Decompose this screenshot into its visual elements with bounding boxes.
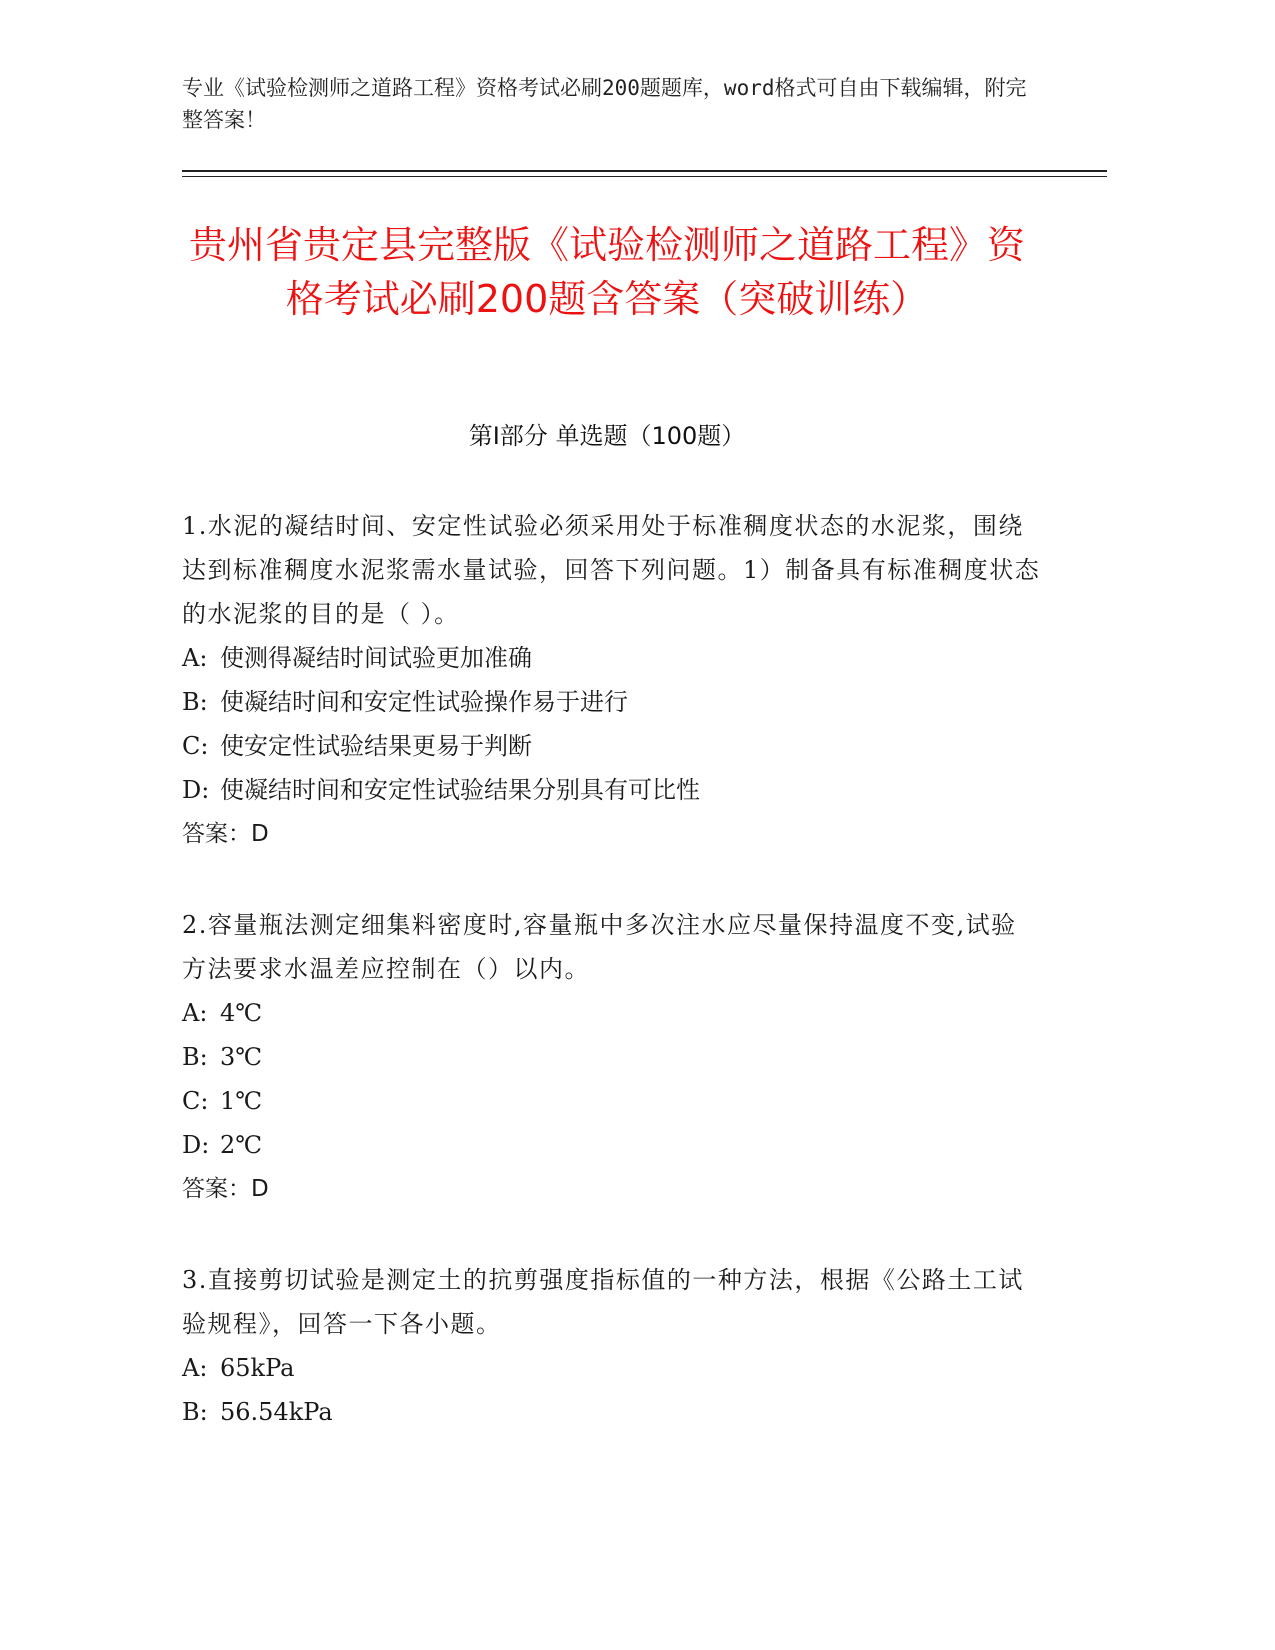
option-text: 使测得凝结时间试验更加准确 <box>220 644 532 672</box>
section-title: 第Ⅰ部分 单选题（100题） <box>468 422 746 450</box>
option-a <box>182 991 1042 1035</box>
option-letter: B: <box>182 1398 208 1426</box>
option-b <box>182 1390 1042 1434</box>
option-a <box>182 1346 1042 1390</box>
option-text: 4℃ <box>220 999 263 1027</box>
question-3 <box>182 1258 1042 1434</box>
question-stem: 3.直接剪切试验是测定土的抗剪强度指标值的一种方法，根据《公路土工试验规程》，回答一下各小题。 <box>182 1266 1024 1338</box>
option-text: 56.54kPa <box>220 1398 333 1426</box>
answer-line: 答案：D <box>182 821 269 847</box>
question-2 <box>182 903 1042 1211</box>
header-divider <box>182 170 1107 172</box>
option-letter: A: <box>182 999 208 1027</box>
option-text: 使安定性试验结果更易于判断 <box>220 732 532 760</box>
option-c <box>182 724 1042 768</box>
option-text: 65kPa <box>220 1354 295 1382</box>
option-letter: C: <box>182 1087 209 1115</box>
question-stem: 2.容量瓶法测定细集料密度时,容量瓶中多次注水应尽量保持温度不变,试验方法要求水温差应控制在（）以内。 <box>182 911 1017 983</box>
option-a <box>182 636 1042 680</box>
option-b <box>182 1035 1042 1079</box>
document-title: 贵州省贵定县完整版《试验检测师之道路工程》资格考试必刷200题含答案（突破训练） <box>188 223 1025 321</box>
option-letter: B: <box>182 1043 208 1071</box>
option-letter: B: <box>182 688 208 716</box>
option-letter: D: <box>182 776 210 804</box>
option-text: 使凝结时间和安定性试验结果分别具有可比性 <box>220 776 700 804</box>
header-note: 专业《试验检测师之道路工程》资格考试必刷200题题库，word格式可自由下载编辑，附完整答案！ <box>182 76 1027 132</box>
question-list <box>182 504 1042 1481</box>
question-1 <box>182 504 1042 856</box>
option-text: 使凝结时间和安定性试验操作易于进行 <box>220 688 628 716</box>
option-letter: D: <box>182 1131 210 1159</box>
option-letter: A: <box>182 644 208 672</box>
answer-line: 答案：D <box>182 1176 269 1202</box>
option-c <box>182 1079 1042 1123</box>
option-text: 2℃ <box>220 1131 263 1159</box>
option-b <box>182 680 1042 724</box>
option-letter: C: <box>182 732 209 760</box>
option-d <box>182 1123 1042 1167</box>
question-stem: 1.水泥的凝结时间、安定性试验必须采用处于标准稠度状态的水泥浆，围绕达到标准稠度水泥浆需水量试验，回答下列问题。1）制备具有标准稠度状态的水泥浆的目的是（ ）。 <box>182 512 1041 628</box>
option-letter: A: <box>182 1354 208 1382</box>
option-text: 1℃ <box>220 1087 263 1115</box>
header-divider-thin <box>182 176 1107 177</box>
option-d <box>182 768 1042 812</box>
option-text: 3℃ <box>220 1043 263 1071</box>
